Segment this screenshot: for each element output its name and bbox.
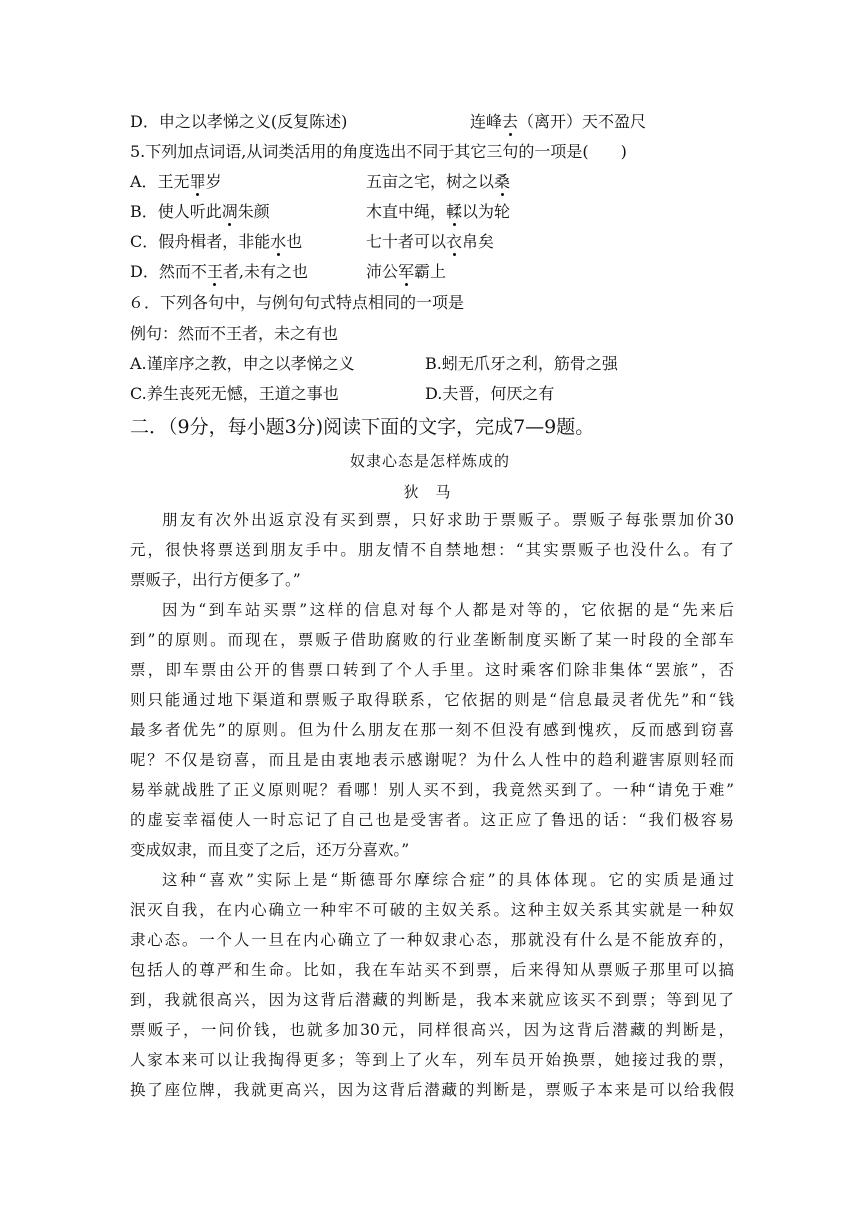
q6-options-row1 [130,354,618,374]
dotted-word: 桑 [494,172,511,191]
q6-stem: ６．下列各句中，与例句句式特点相同的一项是 [128,293,465,312]
q6-option-b: B.蚓无爪牙之利，筋骨之强 [425,354,618,373]
dotted-word: 军 [398,262,415,281]
q5-option-c: C．假舟楫者，非能水也 七十者可以衣帛矣 [130,232,495,251]
q4-option-d-left: D．申之以孝悌之义(反复陈述) [130,112,348,131]
article-paragraph-1: 朋友有次外出返京没有买到票，只好求助于票贩子。票贩子每张票加价30 元，很快将票送到朋友手中。朋友情不自禁地想：“其实票贩子也没什么。有了 票贩子，出行方便多了。” [130,511,734,589]
section-two-heading: 二．（9分，每小题3分)阅读下面的文字，完成7—9题。 [130,416,595,438]
q6-options-row2 [130,384,555,404]
q4-option-d [130,112,647,132]
dotted-word: 凋 [221,202,238,221]
q5-option-b: B．使人听此凋朱颜 木直中绳，輮以为轮 [130,202,511,221]
dotted-word: 王 [206,262,223,281]
dotted-word: 輮 [446,202,463,221]
q5-option-d: D．然而不王者,未有之也 沛公军霸上 [130,262,447,281]
dotted-word: 衣 [446,232,463,251]
article-paragraph-2: 因为“到车站买票”这样的信息对每个人都是对等的，它依据的是“先来后 到”的原则。而现在，票贩子借助腐败的行业垄断制度买断了某一时段的全部车 票，即车票由公开的售票口转到了个人手里。这时乘客们除非集体“罢旅”，否 则只能通过地下渠道和票贩子取得联系，它依据的则是“信息最灵者优先”和“钱 最多者优先”的原则。但为什么朋友在那一刻不但没有感到愧疚，反而感到窃喜 呢？不仅是窃喜，而且是由衷地表示感谢呢？为什么人性中的趋利避害原则轻而 易举就战胜了正义原则呢？看哪！别人买不到，我竟然买到了。一种“请免于难” 的虚妄幸福使人一时忘记了自己也是受害者。这正应了鲁迅的话：“我们极容易 变成奴隶，而且变了之后，还万分喜欢。” [130,601,734,859]
q6-example: 例句：然而不王者，未之有也 [130,324,339,343]
q5-option-a: A．王无罪岁 五亩之宅，树之以桑 [130,172,511,191]
q6-option-a: A.谨庠序之教，申之以孝悌之义 [130,354,355,373]
q6-option-d: D.夫晋，何厌之有 [425,384,555,403]
article-author: 狄 马 [403,483,457,501]
q4-option-d-right: 连峰去（离开）天不盈尺 [470,112,647,131]
dotted-word: 罪 [189,172,206,191]
dotted-word: 水 [270,232,287,251]
q6-option-c: C.养生丧死无憾，王道之事也 [130,384,339,403]
article-paragraph-3: 这种“喜欢”实际上是“斯德哥尔摩综合症”的具体体现。它的实质是通过 泯灭自我，在内心确立一种牢不可破的主奴关系。这种主奴关系其实就是一种奴 隶心态。一个人一旦在内心确立了一种奴隶心态，那就没有什么是不能放弃的， 包括人的尊严和生命。比如，我在车站买不到票，后来得知从票贩子那里可以搞 到，我就很高兴，因为这背后潜藏的判断是，我本来就应该买不到票；等到见了 票贩子，一问价钱，也就多加30元，同样很高兴，因为这背后潜藏的判断是， 人家本来可以让我掏得更多；等到上了火车，列车员开始换票，她接过我的票， 换了座位牌，我就更高兴，因为这背后潜藏的判断是，票贩子本来是可以给我假 [130,871,734,1099]
dotted-word: 去 [502,112,519,131]
article-title: 奴隶心态是怎样炼成的 [349,452,510,470]
q5-stem: 5.下列加点词语,从词类活用的角度选出不同于其它三句的一项是( ) [130,142,627,161]
